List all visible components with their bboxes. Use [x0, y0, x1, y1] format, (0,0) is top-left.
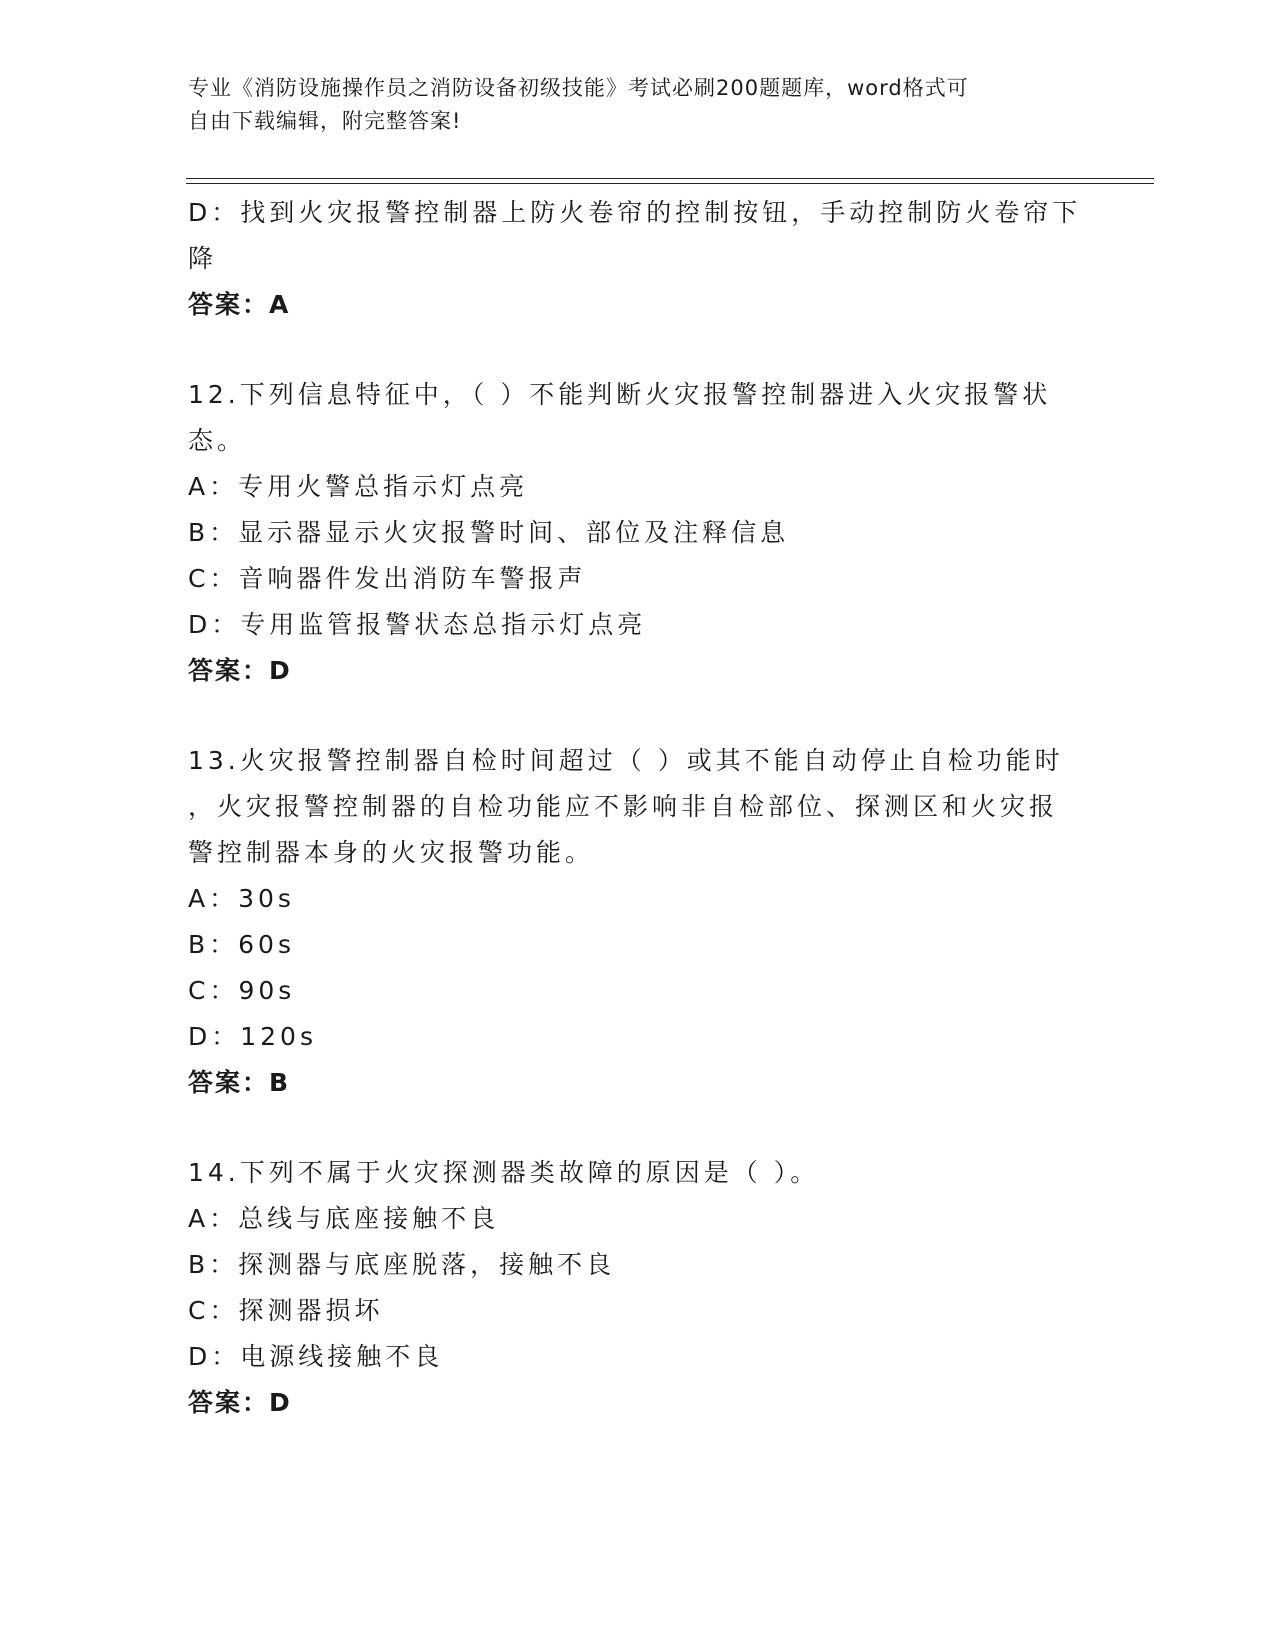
- option-a: A：30s: [188, 884, 295, 913]
- option-c: C：音响器件发出消防车警报声: [188, 564, 587, 593]
- question-stem-line: 态。: [188, 426, 247, 455]
- option-c: C：90s: [188, 976, 296, 1005]
- question-12: [188, 372, 1088, 694]
- option-d: D：电源线接触不良: [188, 1342, 444, 1371]
- option-d: D：专用监管报警状态总指示灯点亮: [188, 610, 647, 639]
- answer-label: 答案：D: [188, 656, 292, 685]
- document-header: [188, 72, 1068, 138]
- answer-label: 答案：B: [188, 1068, 291, 1097]
- answer-label: 答案：A: [188, 290, 291, 319]
- question-stem-line: 12.下列信息特征中，（ ）不能判断火灾报警控制器进入火灾报警状: [188, 380, 1052, 409]
- option-b: B：60s: [188, 930, 295, 959]
- question-14: [188, 1150, 1088, 1426]
- header-divider-top: [186, 178, 1154, 179]
- header-line-1: 专业《消防设施操作员之消防设备初级技能》考试必刷200题题库，word格式可: [188, 76, 969, 100]
- question-13: [188, 738, 1088, 1106]
- option-d: D：120s: [188, 1022, 317, 1051]
- question-stem-line: 警控制器本身的火灾报警功能。: [188, 838, 595, 867]
- question-stem-line: ，火灾报警控制器的自检功能应不影响非自检部位、探测区和火灾报: [188, 792, 1059, 821]
- option-c: C：探测器损坏: [188, 1296, 384, 1325]
- option-d-line-2: 降: [188, 244, 218, 273]
- question-stem-line: 13.火灾报警控制器自检时间超过（ ）或其不能自动停止自检功能时: [188, 746, 1064, 775]
- option-b: B：显示器显示火灾报警时间、部位及注释信息: [188, 518, 790, 547]
- option-a: A：总线与底座接触不良: [188, 1204, 500, 1233]
- option-d-line-1: D：找到火灾报警控制器上防火卷帘的控制按钮，手动控制防火卷帘下: [188, 198, 1082, 227]
- question-stem-line: 14.下列不属于火灾探测器类故障的原因是（ ）。: [188, 1158, 820, 1187]
- header-line-2: 自由下载编辑，附完整答案!: [188, 109, 462, 133]
- option-a: A：专用火警总指示灯点亮: [188, 472, 529, 501]
- answer-label: 答案：D: [188, 1388, 292, 1417]
- question-content: [188, 190, 1088, 1426]
- header-divider-bottom: [186, 183, 1154, 184]
- previous-question-tail: [188, 190, 1088, 328]
- option-b: B：探测器与底座脱落，接触不良: [188, 1250, 616, 1279]
